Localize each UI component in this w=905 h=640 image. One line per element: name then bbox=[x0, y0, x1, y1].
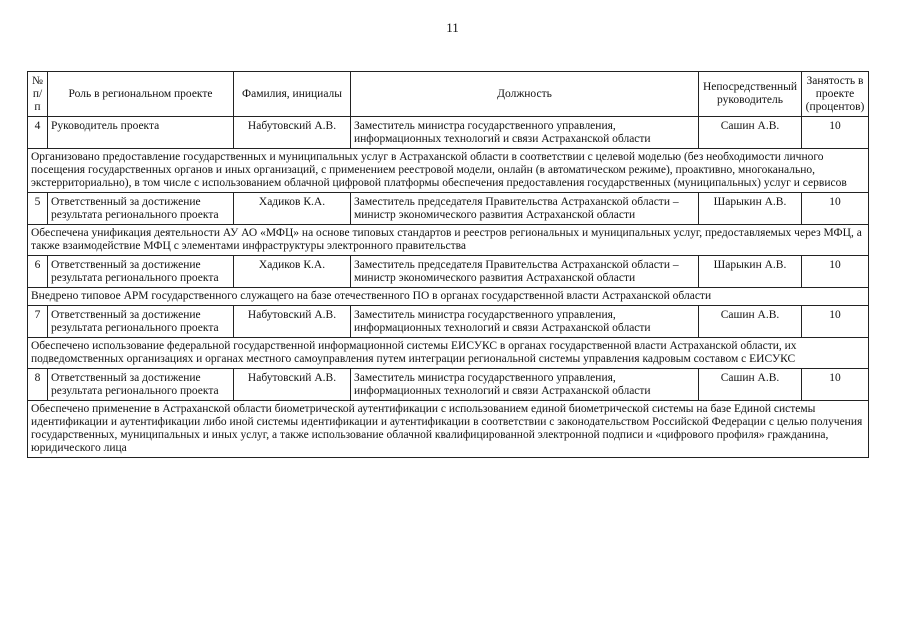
header-position: Должность bbox=[351, 72, 699, 117]
row-position: Заместитель председателя Правительства Астраханской области – министр экономического развития Астраханской области bbox=[351, 193, 699, 225]
result-row bbox=[28, 338, 869, 369]
table-row bbox=[28, 306, 869, 338]
result-row bbox=[28, 225, 869, 256]
page-number: 11 bbox=[446, 20, 459, 35]
row-num: 6 bbox=[28, 256, 48, 288]
table-row bbox=[28, 369, 869, 401]
row-pct: 10 bbox=[802, 369, 869, 401]
header-pct: Занятость в проекте (процентов) bbox=[802, 72, 869, 117]
row-num: 5 bbox=[28, 193, 48, 225]
result-row bbox=[28, 149, 869, 193]
result-text: Обеспечена унификация деятельности АУ АО «МФЦ» на основе типовых стандартов и реестров региональных и муниципальных услуг, предоставляемых через МФЦ, а также взаимодействие МФЦ с элементами инфраструктуры электронного правительства bbox=[28, 225, 869, 256]
row-head: Сашин А.В. bbox=[699, 306, 802, 338]
table-header-row bbox=[28, 72, 869, 117]
row-position: Заместитель председателя Правительства Астраханской области – министр экономического развития Астраханской области bbox=[351, 256, 699, 288]
result-row bbox=[28, 288, 869, 306]
row-role: Руководитель проекта bbox=[48, 117, 234, 149]
row-head: Шарыкин А.В. bbox=[699, 256, 802, 288]
row-position: Заместитель министра государственного управления, информационных технологий и связи Астраханской области bbox=[351, 117, 699, 149]
result-text: Организовано предоставление государственных и муниципальных услуг в Астраханской области в соответствии с целевой моделью (без необходимости личного посещения государственных органов и иных организаций, с применением реестровой модели, онлайн (в автоматическом режиме), проактивно, многоканально, экстерриториально), в том числе с использованием облачной цифровой платформы обеспечения предоставления государственных (муниципальных) услуг и сервисов bbox=[28, 149, 869, 193]
row-name: Набутовский А.В. bbox=[234, 306, 351, 338]
row-pct: 10 bbox=[802, 117, 869, 149]
row-head: Сашин А.В. bbox=[699, 117, 802, 149]
table-row bbox=[28, 117, 869, 149]
result-text: Обеспечено применение в Астраханской области биометрической аутентификации с использованием единой биометрической системы на базе Единой системы идентификации и аутентификации либо иной системы идентификации и аутентификации в соответствии с законодательством Российской Федерации с целью получения государственных, муниципальных и иных услуг, а также использование облачной квалифицированной электронной подписи и «цифрового профиля» гражданина, юридического лица bbox=[28, 401, 869, 458]
row-role: Ответственный за достижение результата регионального проекта bbox=[48, 306, 234, 338]
result-row bbox=[28, 401, 869, 458]
row-num: 8 bbox=[28, 369, 48, 401]
header-head: Непосредственный руководитель bbox=[699, 72, 802, 117]
row-role: Ответственный за достижение результата регионального проекта bbox=[48, 256, 234, 288]
row-pct: 10 bbox=[802, 193, 869, 225]
row-position: Заместитель министра государственного управления, информационных технологий и связи Астраханской области bbox=[351, 369, 699, 401]
row-name: Набутовский А.В. bbox=[234, 117, 351, 149]
row-role: Ответственный за достижение результата регионального проекта bbox=[48, 193, 234, 225]
row-num: 7 bbox=[28, 306, 48, 338]
row-name: Хадиков К.А. bbox=[234, 193, 351, 225]
row-pct: 10 bbox=[802, 256, 869, 288]
result-text: Внедрено типовое АРМ государственного служащего на базе отечественного ПО в органах государственной власти Астраханской области bbox=[28, 288, 869, 306]
result-text: Обеспечено использование федеральной государственной информационной системы ЕИСУКС в органах государственной власти Астраханской области, их подведомственных организациях и органах местного самоуправления путем интеграции региональной системы управления кадровым составом с ЕИСУКС bbox=[28, 338, 869, 369]
row-role: Ответственный за достижение результата регионального проекта bbox=[48, 369, 234, 401]
table-row bbox=[28, 256, 869, 288]
row-position: Заместитель министра государственного управления, информационных технологий и связи Астраханской области bbox=[351, 306, 699, 338]
row-name: Набутовский А.В. bbox=[234, 369, 351, 401]
row-head: Сашин А.В. bbox=[699, 369, 802, 401]
row-num: 4 bbox=[28, 117, 48, 149]
header-name: Фамилия, инициалы bbox=[234, 72, 351, 117]
table-row bbox=[28, 193, 869, 225]
row-head: Шарыкин А.В. bbox=[699, 193, 802, 225]
header-num: № п/п bbox=[28, 72, 48, 117]
project-roles-table bbox=[27, 71, 869, 458]
row-pct: 10 bbox=[802, 306, 869, 338]
header-role: Роль в региональном проекте bbox=[48, 72, 234, 117]
row-name: Хадиков К.А. bbox=[234, 256, 351, 288]
